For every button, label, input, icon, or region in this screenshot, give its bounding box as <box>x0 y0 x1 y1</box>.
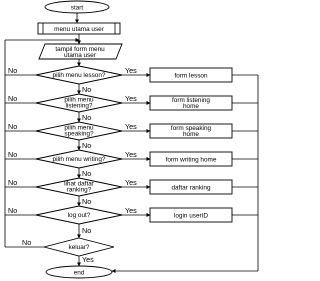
d3-no-label: No <box>8 122 18 131</box>
process-form-lesson-label: form lesson <box>174 72 208 80</box>
d2-no-label: No <box>8 94 18 103</box>
d5-yes-label: Yes <box>125 178 137 187</box>
tampil-form-menu-label-1: tampil form menu <box>55 46 105 53</box>
d3-yes-label: Yes <box>125 122 137 131</box>
process-form-speaking-label-1: form speaking <box>170 125 212 132</box>
decision-logout-label: log out? <box>67 212 91 219</box>
process-daftar-ranking-label: daftar ranking <box>171 184 211 192</box>
process-form-listening-label-2: home <box>183 103 199 110</box>
d4-down-label: No <box>82 169 92 178</box>
d6-down-label: No <box>82 226 92 235</box>
decision-listening-label-1: pilih menu <box>64 96 94 104</box>
decision-lesson-label: pilih menu lesson? <box>52 72 106 79</box>
d5-down-label: No <box>82 197 92 206</box>
start-label: start <box>70 4 84 12</box>
d7-yes-label: Yes <box>82 255 94 264</box>
d1-down-label: No <box>82 85 92 94</box>
process-form-listening-label-1: form listening <box>171 97 211 104</box>
d4-no-label: No <box>8 150 18 159</box>
d2-yes-label: Yes <box>125 94 137 103</box>
decision-ranking-label-2: ranking? <box>66 186 92 194</box>
d3-down-label: No <box>82 141 92 150</box>
process-form-writing-label: form writing home <box>165 156 217 164</box>
process-form-speaking-label-2: home <box>183 131 199 138</box>
decision-speaking-label-1: pilih menu <box>64 124 94 132</box>
d5-no-label: No <box>8 178 18 187</box>
d2-down-label: No <box>82 113 92 122</box>
d7-no-label: No <box>22 238 32 247</box>
decision-keluar-label: keluar? <box>68 244 90 251</box>
end-label: end <box>73 269 85 277</box>
d1-no-label: No <box>8 66 18 75</box>
d6-no-label: No <box>8 206 18 215</box>
decision-listening-label-2: listening? <box>65 102 93 110</box>
d4-yes-label: Yes <box>125 150 137 159</box>
d1-yes-label: Yes <box>125 66 137 75</box>
decision-speaking-label-2: speaking? <box>64 130 94 138</box>
decision-ranking-label-1: lihat daftar <box>64 180 94 188</box>
menu-utama-user-label: menu utama user <box>54 26 104 33</box>
process-login-userid-label: login userID <box>173 212 209 220</box>
tampil-form-menu-label-2: utama user <box>64 52 96 59</box>
d6-yes-label: Yes <box>125 206 137 215</box>
decision-writing-label: pilih menu writing? <box>52 156 106 163</box>
